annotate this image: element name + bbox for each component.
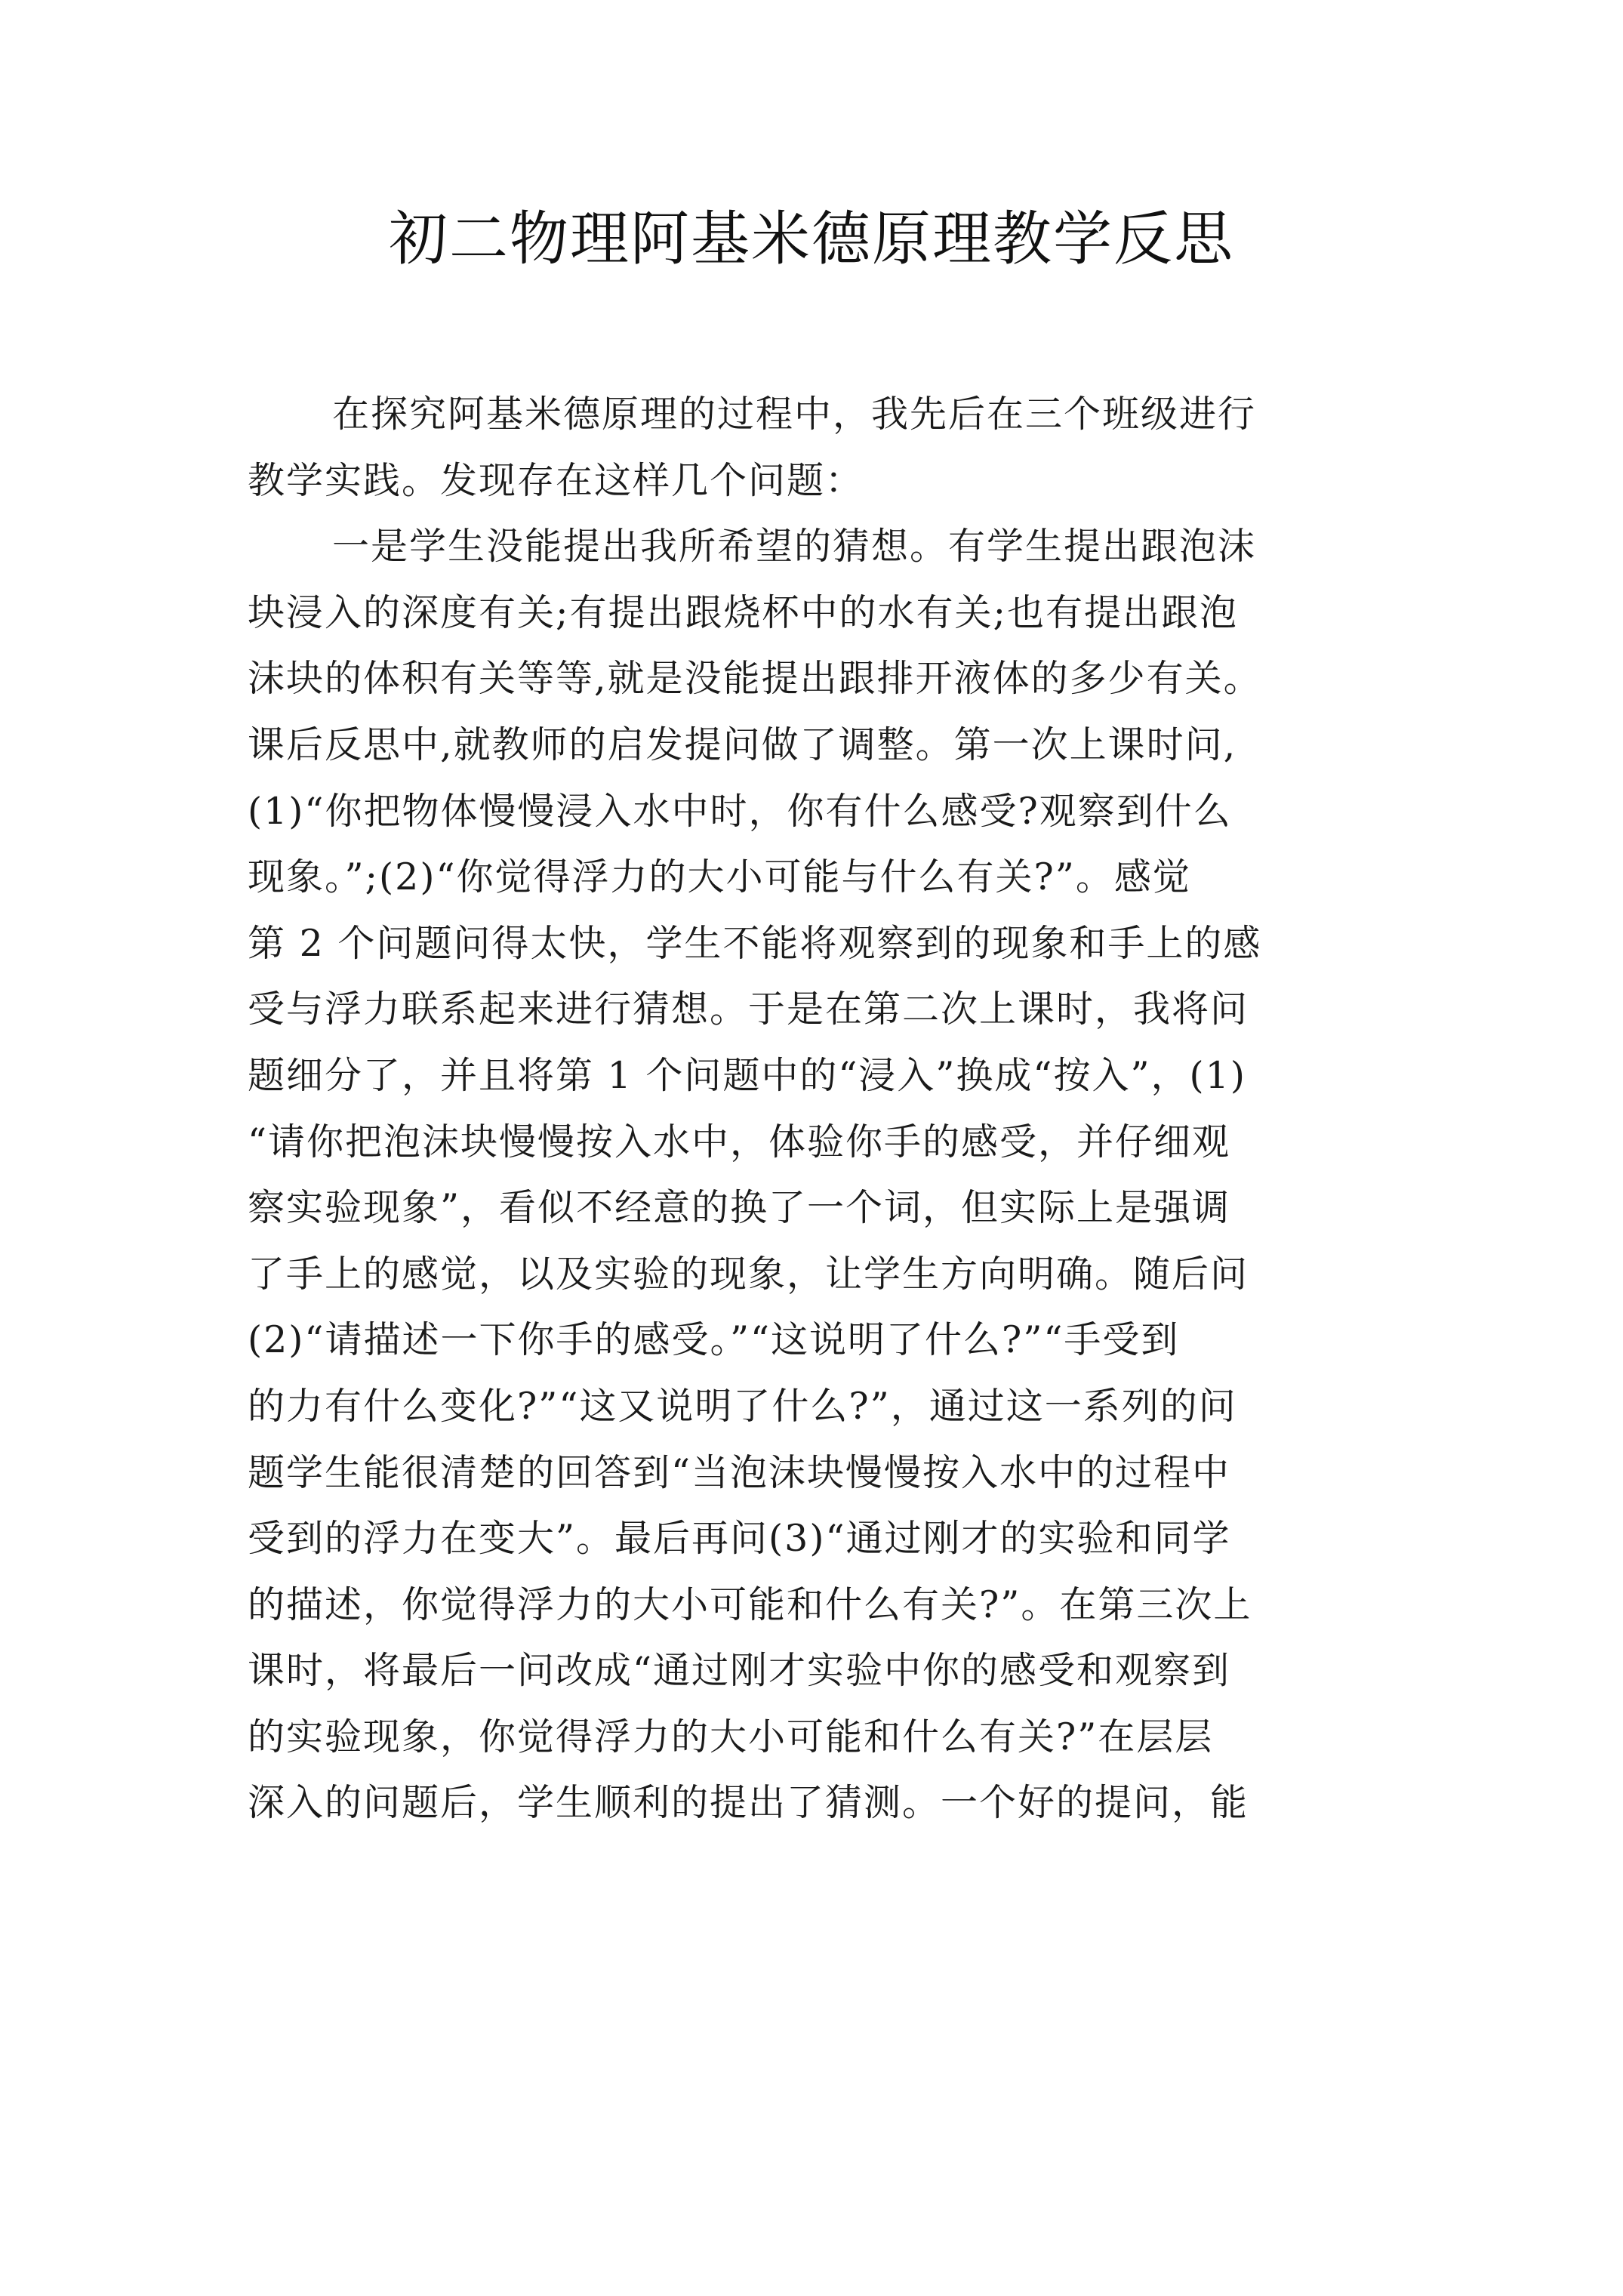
paragraph-2-line-1: 一是学生没能提出我所希望的猜想。有学生提出跟泡沫 — [332, 525, 1257, 569]
document-title: 初二物理阿基米德原理教学反思 — [388, 205, 1234, 273]
paragraph-2-line-7: 第 2 个问题问得太快，学生不能将观察到的现象和手上的感 — [248, 921, 1262, 965]
paragraph-1-line-1: 在探究阿基米德原理的过程中，我先后在三个班级进行 — [332, 393, 1257, 436]
paragraph-2-line-15: 题学生能很清楚的回答到“当泡沫块慢慢按入水中的过程中 — [248, 1450, 1231, 1494]
paragraph-1-line-2: 教学实践。发现存在这样几个问题： — [248, 458, 864, 502]
paragraph-2-line-2: 块浸入的深度有关;有提出跟烧杯中的水有关;也有提出跟泡 — [248, 590, 1239, 634]
paragraph-2-line-8: 受与浮力联系起来进行猜想。于是在第二次上课时，我将问 — [248, 988, 1249, 1031]
paragraph-2-line-11: 察实验现象”，看似不经意的换了一个词，但实际上是强调 — [248, 1186, 1231, 1230]
paragraph-2-line-6: 现象。”;(2)“你觉得浮力的大小可能与什么有关?”。感觉 — [248, 855, 1191, 899]
paragraph-2-line-9: 题细分了，并且将第 1 个问题中的“浸入”换成“按入”，(1) — [248, 1053, 1246, 1097]
paragraph-2-line-18: 课时，将最后一问改成“通过刚才实验中你的感受和观察到 — [248, 1649, 1231, 1693]
paragraph-2-line-14: 的力有什么变化?”“这又说明了什么?”，通过这一系列的问 — [248, 1384, 1237, 1428]
paragraph-2-line-17: 的描述，你觉得浮力的大小可能和什么有关?”。在第三次上 — [248, 1583, 1252, 1626]
paragraph-2-line-16: 受到的浮力在变大”。最后再问(3)“通过刚才的实验和同学 — [248, 1517, 1231, 1561]
paragraph-2-line-19: 的实验现象，你觉得浮力的大小可能和什么有关?”在层层 — [248, 1715, 1214, 1758]
paragraph-2-line-20: 深入的问题后，学生顺利的提出了猜测。一个好的提问，能 — [248, 1781, 1249, 1825]
paragraph-2-line-5: (1)“你把物体慢慢浸入水中时，你有什么感受?观察到什么 — [248, 789, 1232, 833]
paragraph-2-line-13: (2)“请描述一下你手的感受。”“这说明了什么?”“手受到 — [248, 1318, 1180, 1362]
paragraph-2-line-10: “请你把泡沫块慢慢按入水中，体验你手的感受，并仔细观 — [248, 1120, 1231, 1163]
document-body — [248, 381, 1380, 1836]
paragraph-2-line-3: 沫块的体积有关等等,就是没能提出跟排开液体的多少有关。 — [248, 657, 1262, 701]
paragraph-2-line-12: 了手上的感觉，以及实验的现象，让学生方向明确。随后问 — [248, 1252, 1249, 1296]
paragraph-2-line-4: 课后反思中,就教师的启发提问做了调整。第一次上课时问, — [248, 723, 1237, 766]
